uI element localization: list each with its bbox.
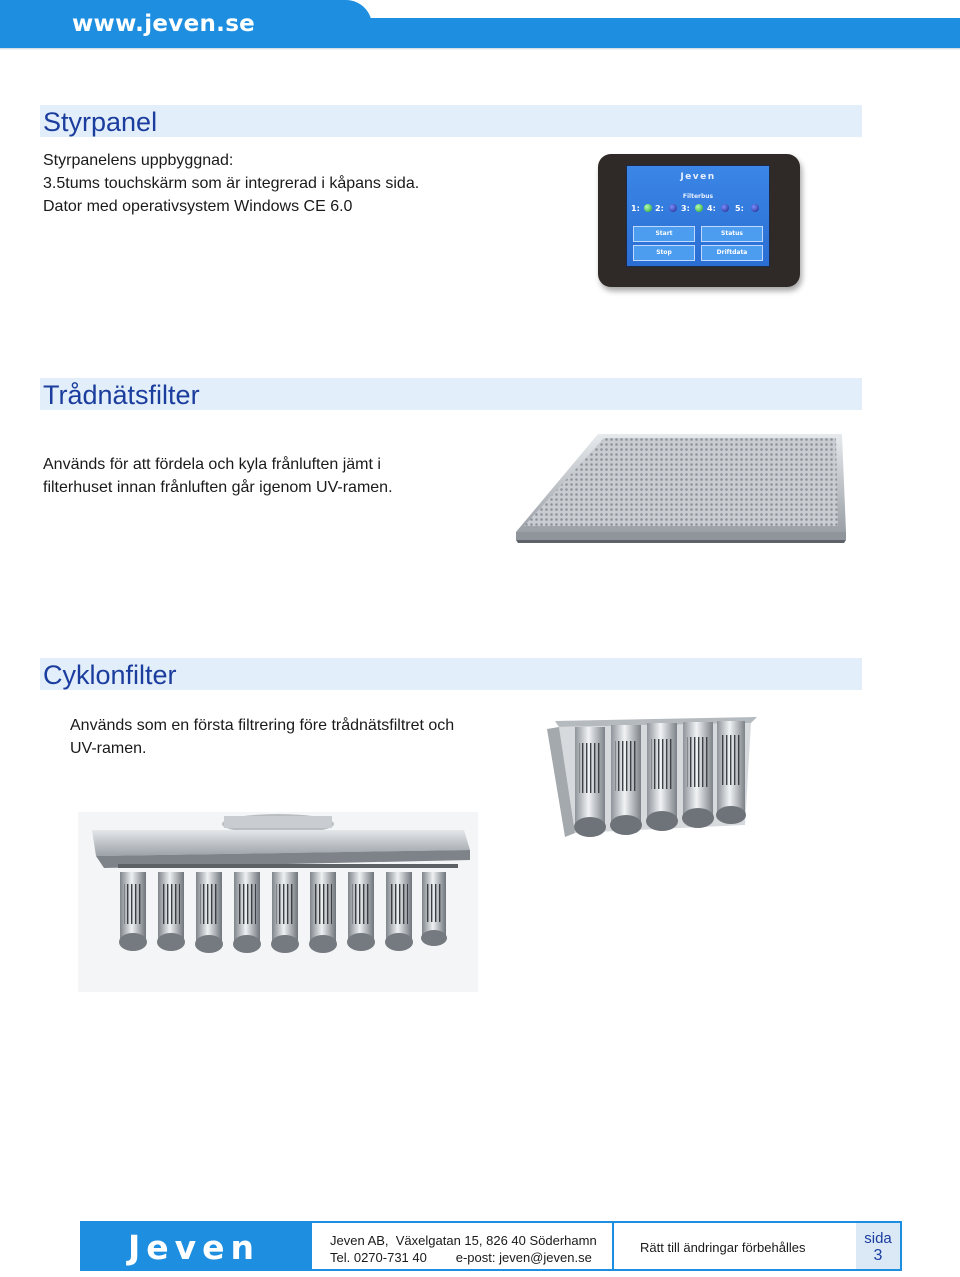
footer-divider	[612, 1223, 614, 1269]
footer	[80, 1221, 902, 1271]
mesh-filter-image	[514, 432, 848, 546]
screen-start-button: Start	[633, 226, 695, 242]
footer-page-box	[856, 1223, 900, 1269]
section-title-cyklonfilter: Cyklonfilter	[43, 660, 177, 690]
tradnatsfilter-text	[43, 453, 393, 499]
screen-status-button: Status	[701, 226, 763, 242]
footer-contact-line[interactable]: Tel. 0270-731 40 e-post: jeven@jeven.se	[330, 1250, 592, 1265]
screen-slot-row	[631, 204, 767, 216]
screen-subtitle: Filterbus	[682, 193, 714, 200]
slot-label: 5:	[735, 204, 744, 213]
text-line: 3.5tums touchskärm som är integrerad i kåpans sida.	[43, 175, 420, 192]
text-line: Styrpanelens uppbyggnad:	[43, 152, 234, 169]
touchscreen-panel-image	[598, 154, 800, 287]
section-title-styrpanel: Styrpanel	[43, 107, 158, 137]
cyklonfilter-text	[70, 714, 454, 760]
cyclone-filter-assembly-image	[78, 812, 478, 992]
text-line: Används som en första filtrering före trådnätsfiltret och	[70, 717, 455, 734]
touchscreen-display	[626, 165, 770, 267]
screen-driftdata-button: Driftdata	[701, 245, 763, 261]
footer-address-line: Jeven AB, Växelgatan 15, 826 40 Söderhamn	[330, 1233, 597, 1248]
footer-page-number: 3	[873, 1247, 883, 1264]
slot-label: 2:	[655, 204, 664, 213]
slot-label: 1:	[631, 204, 640, 213]
led-blue-icon	[721, 204, 729, 212]
section-bar-tradnatsfilter	[40, 378, 862, 410]
led-green-icon	[644, 204, 652, 212]
text-line: Används för att fördela och kyla frånluften jämt i	[43, 456, 381, 473]
text-line: Dator med operativsystem Windows CE 6.0	[43, 198, 353, 215]
header-strip	[372, 18, 960, 48]
slot-label: 3:	[681, 204, 690, 213]
section-title-tradnatsfilter: Trådnätsfilter	[43, 380, 200, 410]
footer-logo-box	[82, 1223, 312, 1269]
header-top-white	[340, 0, 960, 18]
led-green-icon	[695, 204, 703, 212]
led-blue-icon	[669, 204, 677, 212]
footer-address	[330, 1232, 597, 1266]
footer-logo: Jeven	[128, 1228, 261, 1267]
section-bar-cyklonfilter	[40, 658, 862, 690]
styrpanel-text	[43, 149, 419, 218]
screen-brand: Jeven	[680, 172, 716, 182]
section-bar-styrpanel	[40, 105, 862, 137]
text-line: UV-ramen.	[70, 740, 147, 757]
screen-stop-button: Stop	[633, 245, 695, 261]
header-shadow	[0, 48, 960, 50]
led-blue-icon	[751, 204, 759, 212]
text-line: filterhuset innan frånluften går igenom UV-ramen.	[43, 479, 393, 496]
footer-page-label: sida	[864, 1230, 892, 1247]
slot-label: 4:	[707, 204, 716, 213]
cyclone-filter-small-image	[545, 713, 765, 853]
footer-rights: Rätt till ändringar förbehålles	[640, 1240, 806, 1255]
site-url[interactable]: www.jeven.se	[72, 11, 256, 37]
